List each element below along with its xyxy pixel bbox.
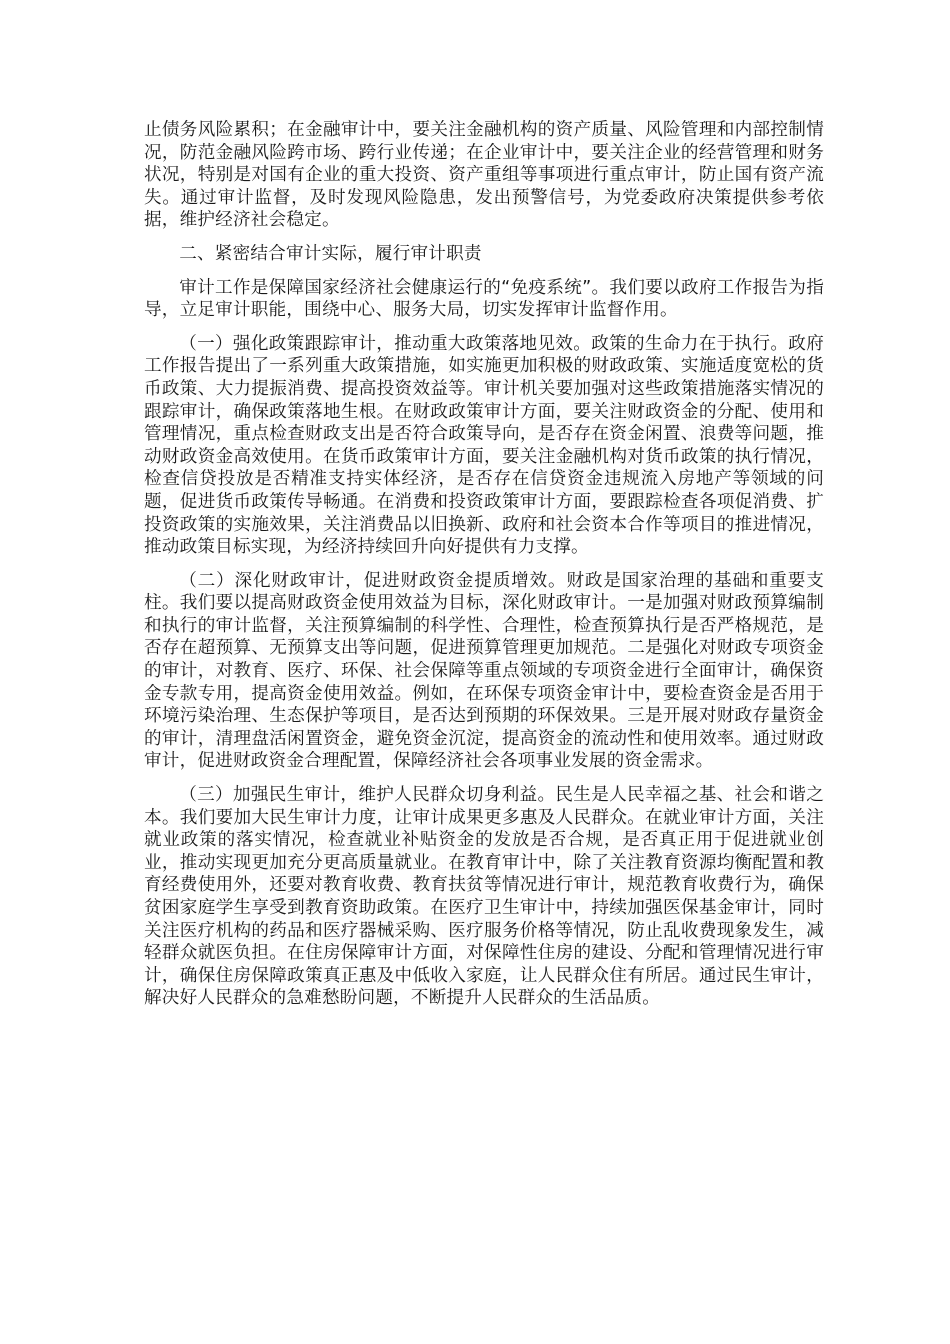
- paragraph-policy-audit: （一）强化政策跟踪审计，推动重大政策落地见效。政策的生命力在于执行。政府工作报告提出了一系列重大政策措施，如实施更加积极的财政政策、实施适度宽松的货币政策、大力提振消费、提高投资效益等。审计机关要加强对这些政策措施落实情况的跟踪审计，确保政策落地生根。在财政政策审计方面，要关注财政资金的分配、使用和管理情况，重点检查财政支出是否符合政策导向，是否存在资金闲置、浪费等问题，推动财政资金高效使用。在货币政策审计方面，要关注金融机构对货币政策的执行情况，检查信贷投放是否精准支持实体经济，是否存在信贷资金违规流入房地产等领域的问题，促进货币政策传导畅通。在消费和投资政策审计方面，要跟踪检查各项促消费、扩投资政策的实施效果，关注消费品以旧换新、政府和社会资本合作等项目的推进情况，推动政策目标实现，为经济持续回升向好提供有力支撑。: [144, 333, 824, 558]
- paragraph-livelihood-audit: （三）加强民生审计，维护人民群众切身利益。民生是人民幸福之基、社会和谐之本。我们要加大民生审计力度，让审计成果更多惠及人民群众。在就业审计方面，关注就业政策的落实情况，检查就业补贴资金的发放是否合规，是否真正用于促进就业创业，推动实现更加充分更高质量就业。在教育审计中，除了关注教育资源均衡配置和教育经费使用外，还要对教育收费、教育扶贫等情况进行审计，规范教育收费行为，确保贫困家庭学生享受到教育资助政策。在医疗卫生审计中，持续加强医保基金审计，同时关注医疗机构的药品和医疗器械采购、医疗服务价格等情况，防止乱收费现象发生，减轻群众就医负担。在住房保障审计方面，对保障性住房的建设、分配和管理情况进行审计，确保住房保障政策真正惠及中低收入家庭，让人民群众住有所居。通过民生审计，解决好人民群众的急难愁盼问题，不断提升人民群众的生活品质。: [144, 785, 824, 1009]
- document-body: [144, 119, 824, 1010]
- paragraph-intro: 审计工作是保障国家经济社会健康运行的“免疫系统”。我们要以政府工作报告为指导，立足审计职能，围绕中心、服务大局，切实发挥审计监督作用。: [144, 277, 824, 321]
- paragraph-continued: 止债务风险累积；在金融审计中，要关注金融机构的资产质量、风险管理和内部控制情况，防范金融风险跨市场、跨行业传递；在企业审计中，要关注企业的经营管理和财务状况，特别是对国有企业的重大投资、资产重组等事项进行重点审计，防止国有资产流失。通过审计监督，及时发现风险隐患，发出预警信号，为党委政府决策提供参考依据，维护经济社会稳定。: [144, 120, 824, 231]
- section-heading: 二、紧密结合审计实际，履行审计职责: [179, 243, 482, 264]
- paragraph-fiscal-audit: （二）深化财政审计，促进财政资金提质增效。财政是国家治理的基础和重要支柱。我们要以提高财政资金使用效益为目标，深化财政审计。一是加强对财政预算编制和执行的审计监督，关注预算编制的科学性、合理性，检查预算执行是否严格规范，是否存在超预算、无预算支出等问题，促进预算管理更加规范。二是强化对财政专项资金的审计，对教育、医疗、环保、社会保障等重点领域的专项资金进行全面审计，确保资金专款专用，提高资金使用效益。例如，在环保专项资金审计中，要检查资金是否用于环境污染治理、生态保护等项目，是否达到预期的环保效果。三是开展对财政存量资金的审计，清理盘活闲置资金，避免资金沉淀，提高资金的流动性和使用效率。通过财政审计，促进财政资金合理配置，保障经济社会各项事业发展的资金需求。: [144, 570, 824, 772]
